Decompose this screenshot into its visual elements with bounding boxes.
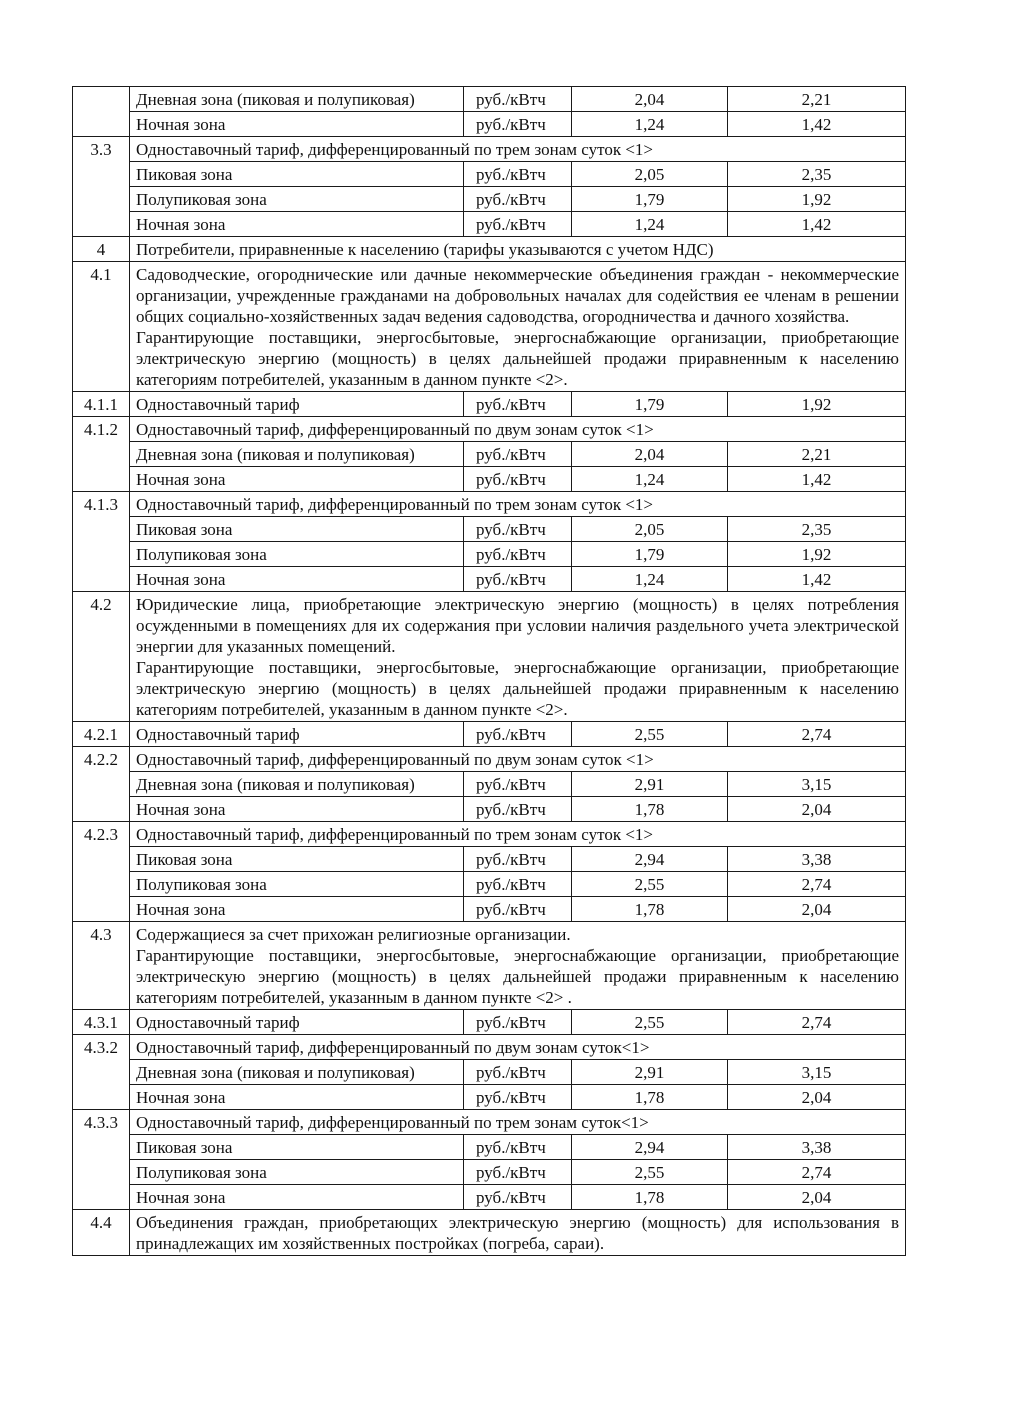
row-number — [73, 467, 130, 492]
section-heading: Одноставочный тариф, дифференцированный по трем зонам суток <1> — [130, 492, 906, 517]
row-number: 3.3 — [73, 137, 130, 162]
row-number: 4.1.2 — [73, 417, 130, 442]
table-row — [73, 467, 906, 492]
row-number: 4.1.3 — [73, 492, 130, 517]
row-number — [73, 897, 130, 922]
row-number: 4.3.3 — [73, 1110, 130, 1135]
table-row — [73, 137, 906, 162]
row-number: 4.2 — [73, 592, 130, 722]
tariff-name: Дневная зона (пиковая и полупиковая) — [130, 1060, 464, 1085]
row-number — [73, 1160, 130, 1185]
table-row — [73, 212, 906, 237]
tariff-value-1: 2,91 — [572, 1060, 728, 1085]
row-number — [73, 1135, 130, 1160]
tariff-value-1: 2,94 — [572, 847, 728, 872]
tariff-value-2: 1,42 — [728, 112, 906, 137]
tariff-value-2: 1,42 — [728, 467, 906, 492]
tariff-value-2: 2,35 — [728, 162, 906, 187]
description-paragraph: Объединения граждан, приобретающих электрическую энергию (мощность) для использования в принадлежащих им хозяйственных постройках (погреба, сараи). — [136, 1213, 899, 1253]
row-number — [73, 442, 130, 467]
tariff-name: Полупиковая зона — [130, 1160, 464, 1185]
section-heading: Одноставочный тариф, дифференцированный по трем зонам суток <1> — [130, 822, 906, 847]
category-description — [130, 592, 906, 722]
table-row — [73, 1035, 906, 1060]
row-number — [73, 872, 130, 897]
tariff-name: Дневная зона (пиковая и полупиковая) — [130, 442, 464, 467]
row-number — [73, 847, 130, 872]
tariff-value-1: 1,78 — [572, 1185, 728, 1210]
tariff-value-2: 2,21 — [728, 442, 906, 467]
tariff-value-1: 1,24 — [572, 212, 728, 237]
table-row — [73, 542, 906, 567]
section-heading: Одноставочный тариф, дифференцированный по двум зонам суток<1> — [130, 1035, 906, 1060]
unit-cell: руб./кВтч — [464, 1060, 572, 1085]
row-number — [73, 187, 130, 212]
row-number — [73, 162, 130, 187]
tariff-value-1: 2,05 — [572, 162, 728, 187]
table-row — [73, 262, 906, 392]
tariff-value-2: 1,42 — [728, 212, 906, 237]
row-number — [73, 1060, 130, 1085]
tariff-value-2: 1,42 — [728, 567, 906, 592]
unit-cell: руб./кВтч — [464, 467, 572, 492]
row-number — [73, 212, 130, 237]
description-paragraph: Содержащиеся за счет прихожан религиозные организации. — [136, 925, 571, 944]
row-number — [73, 1085, 130, 1110]
row-number — [73, 87, 130, 112]
table-row — [73, 872, 906, 897]
tariff-value-1: 1,24 — [572, 467, 728, 492]
tariff-value-2: 3,15 — [728, 1060, 906, 1085]
section-heading: Одноставочный тариф, дифференцированный по трем зонам суток<1> — [130, 1110, 906, 1135]
tariff-value-1: 2,55 — [572, 872, 728, 897]
tariff-value-2: 3,15 — [728, 772, 906, 797]
row-number — [73, 517, 130, 542]
tariff-value-1: 2,05 — [572, 517, 728, 542]
tariff-name: Ночная зона — [130, 897, 464, 922]
table-row — [73, 922, 906, 1010]
unit-cell: руб./кВтч — [464, 212, 572, 237]
unit-cell: руб./кВтч — [464, 392, 572, 417]
unit-cell: руб./кВтч — [464, 1085, 572, 1110]
tariff-name: Полупиковая зона — [130, 542, 464, 567]
table-row — [73, 87, 906, 112]
row-number — [73, 567, 130, 592]
tariff-name: Дневная зона (пиковая и полупиковая) — [130, 87, 464, 112]
tariff-value-2: 2,04 — [728, 797, 906, 822]
table-row — [73, 237, 906, 262]
description-paragraph: Гарантирующие поставщики, энергосбытовые, энергоснабжающие организации, приобретающие электрическую энергию (мощность) в целях дальнейшей продажи приравненным к населению категориям потребителей, указанным в данном пункте <2>. — [136, 658, 899, 719]
unit-cell: руб./кВтч — [464, 567, 572, 592]
row-number: 4.1 — [73, 262, 130, 392]
unit-cell: руб./кВтч — [464, 872, 572, 897]
table-row — [73, 1210, 906, 1256]
unit-cell: руб./кВтч — [464, 112, 572, 137]
unit-cell: руб./кВтч — [464, 722, 572, 747]
unit-cell: руб./кВтч — [464, 187, 572, 212]
row-number: 4.3.2 — [73, 1035, 130, 1060]
row-number — [73, 797, 130, 822]
table-row — [73, 1110, 906, 1135]
unit-cell: руб./кВтч — [464, 847, 572, 872]
tariff-name: Пиковая зона — [130, 1135, 464, 1160]
category-description — [130, 262, 906, 392]
tariff-value-1: 1,24 — [572, 567, 728, 592]
table-row — [73, 772, 906, 797]
table-row — [73, 1135, 906, 1160]
tariff-name: Полупиковая зона — [130, 872, 464, 897]
table-row — [73, 1010, 906, 1035]
tariff-value-2: 2,74 — [728, 1010, 906, 1035]
tariff-name: Ночная зона — [130, 797, 464, 822]
table-row — [73, 492, 906, 517]
tariff-value-1: 1,78 — [572, 1085, 728, 1110]
table-row — [73, 187, 906, 212]
tariff-name: Одноставочный тариф — [130, 722, 464, 747]
section-heading: Одноставочный тариф, дифференцированный по трем зонам суток <1> — [130, 137, 906, 162]
table-row — [73, 797, 906, 822]
tariff-name: Ночная зона — [130, 212, 464, 237]
unit-cell: руб./кВтч — [464, 897, 572, 922]
table-row — [73, 442, 906, 467]
tariff-name: Ночная зона — [130, 1085, 464, 1110]
section-heading: Одноставочный тариф, дифференцированный по двум зонам суток <1> — [130, 747, 906, 772]
table-row — [73, 747, 906, 772]
row-number — [73, 772, 130, 797]
tariff-value-2: 2,04 — [728, 1185, 906, 1210]
tariff-name: Ночная зона — [130, 467, 464, 492]
tariff-table — [72, 86, 906, 1256]
unit-cell: руб./кВтч — [464, 442, 572, 467]
tariff-value-2: 1,92 — [728, 542, 906, 567]
tariff-name: Пиковая зона — [130, 847, 464, 872]
row-number: 4.2.1 — [73, 722, 130, 747]
description-paragraph: Гарантирующие поставщики, энергосбытовые, энергоснабжающие организации, приобретающие электрическую энергию (мощность) в целях дальнейшей продажи приравненным к населению категориям потребителей, указанным в данном пункте <2>. — [136, 328, 899, 389]
unit-cell: руб./кВтч — [464, 1135, 572, 1160]
tariff-value-2: 2,74 — [728, 872, 906, 897]
tariff-value-2: 3,38 — [728, 1135, 906, 1160]
tariff-value-2: 2,74 — [728, 1160, 906, 1185]
table-row — [73, 897, 906, 922]
table-row — [73, 1085, 906, 1110]
table-row — [73, 1060, 906, 1085]
table-row — [73, 722, 906, 747]
table-row — [73, 1185, 906, 1210]
unit-cell: руб./кВтч — [464, 797, 572, 822]
category-description — [130, 1210, 906, 1256]
tariff-value-2: 2,21 — [728, 87, 906, 112]
tariff-value-1: 2,55 — [572, 722, 728, 747]
row-number: 4.3 — [73, 922, 130, 1010]
tariff-value-2: 2,35 — [728, 517, 906, 542]
tariff-table-body — [73, 87, 906, 1256]
row-number — [73, 542, 130, 567]
table-row — [73, 1160, 906, 1185]
unit-cell: руб./кВтч — [464, 542, 572, 567]
tariff-value-1: 2,91 — [572, 772, 728, 797]
unit-cell: руб./кВтч — [464, 1160, 572, 1185]
table-row — [73, 162, 906, 187]
description-paragraph: Садоводческие, огороднические или дачные некоммерческие объединения граждан - некоммерческие организации, учрежденные гражданами на добровольных началах для содействия ее членам в решении общих социально-хозяйственных задач ведения садоводства, огородничества и дачного хозяйства. — [136, 265, 899, 326]
row-number: 4.1.1 — [73, 392, 130, 417]
tariff-name: Пиковая зона — [130, 517, 464, 542]
tariff-value-1: 1,79 — [572, 187, 728, 212]
tariff-name: Одноставочный тариф — [130, 392, 464, 417]
tariff-value-2: 2,74 — [728, 722, 906, 747]
section-heading: Потребители, приравненные к населению (тарифы указываются с учетом НДС) — [130, 237, 906, 262]
tariff-value-2: 1,92 — [728, 187, 906, 212]
tariff-value-1: 2,55 — [572, 1160, 728, 1185]
unit-cell: руб./кВтч — [464, 772, 572, 797]
tariff-name: Ночная зона — [130, 567, 464, 592]
tariff-value-2: 3,38 — [728, 847, 906, 872]
table-row — [73, 847, 906, 872]
table-row — [73, 567, 906, 592]
table-row — [73, 417, 906, 442]
row-number: 4.3.1 — [73, 1010, 130, 1035]
table-row — [73, 822, 906, 847]
tariff-value-1: 1,24 — [572, 112, 728, 137]
category-description — [130, 922, 906, 1010]
unit-cell: руб./кВтч — [464, 517, 572, 542]
tariff-name: Одноставочный тариф — [130, 1010, 464, 1035]
tariff-value-2: 2,04 — [728, 897, 906, 922]
unit-cell: руб./кВтч — [464, 162, 572, 187]
table-row — [73, 517, 906, 542]
tariff-value-2: 1,92 — [728, 392, 906, 417]
tariff-value-1: 2,04 — [572, 87, 728, 112]
tariff-value-1: 2,94 — [572, 1135, 728, 1160]
tariff-name: Ночная зона — [130, 112, 464, 137]
section-heading: Одноставочный тариф, дифференцированный по двум зонам суток <1> — [130, 417, 906, 442]
tariff-name: Полупиковая зона — [130, 187, 464, 212]
table-row — [73, 392, 906, 417]
tariff-value-1: 1,79 — [572, 542, 728, 567]
description-paragraph: Юридические лица, приобретающие электрическую энергию (мощность) в целях потребления осужденными в помещениях для их содержания при условии наличия раздельного учета электрической энергии для указанных помещений. — [136, 595, 899, 656]
tariff-value-1: 1,78 — [572, 797, 728, 822]
tariff-value-2: 2,04 — [728, 1085, 906, 1110]
unit-cell: руб./кВтч — [464, 87, 572, 112]
table-row — [73, 112, 906, 137]
tariff-value-1: 1,79 — [572, 392, 728, 417]
tariff-value-1: 2,55 — [572, 1010, 728, 1035]
row-number: 4.2.2 — [73, 747, 130, 772]
row-number — [73, 112, 130, 137]
tariff-name: Ночная зона — [130, 1185, 464, 1210]
row-number: 4 — [73, 237, 130, 262]
tariff-value-1: 2,04 — [572, 442, 728, 467]
unit-cell: руб./кВтч — [464, 1185, 572, 1210]
unit-cell: руб./кВтч — [464, 1010, 572, 1035]
tariff-value-1: 1,78 — [572, 897, 728, 922]
tariff-name: Пиковая зона — [130, 162, 464, 187]
table-row — [73, 592, 906, 722]
description-paragraph: Гарантирующие поставщики, энергосбытовые, энергоснабжающие организации, приобретающие электрическую энергию (мощность) в целях дальнейшей продажи приравненным к населению категориям потребителей, указанным в данном пункте <2> . — [136, 946, 899, 1007]
row-number: 4.2.3 — [73, 822, 130, 847]
tariff-name: Дневная зона (пиковая и полупиковая) — [130, 772, 464, 797]
row-number: 4.4 — [73, 1210, 130, 1256]
row-number — [73, 1185, 130, 1210]
